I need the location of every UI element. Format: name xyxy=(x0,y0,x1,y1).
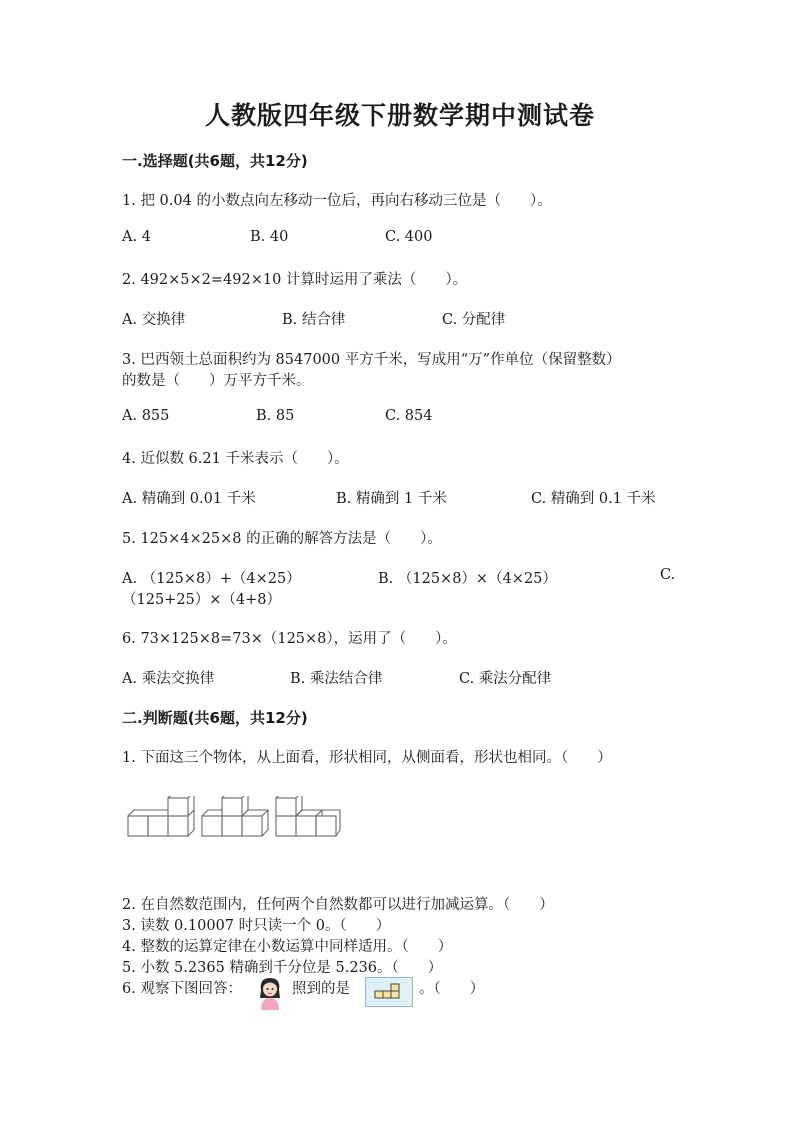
judgement-6-part3: 。（ ） xyxy=(419,981,485,997)
q3-option-c: C. 854 xyxy=(385,408,433,424)
question-5-stem: 5. 125×4×25×8 的正确的解答方法是（ ）。 xyxy=(122,531,442,547)
cube-object-3 xyxy=(276,796,340,836)
judgement-5: 5. 小数 5.2365 精确到千分位是 5.236。（ ） xyxy=(122,960,443,976)
judgement-6-part2: 照到的是 xyxy=(292,981,350,997)
question-1-stem: 1. 把 0.04 的小数点向左移动一位后，再向右移动三位是（ ）。 xyxy=(122,193,552,209)
q2-option-b: B. 结合律 xyxy=(282,312,346,328)
question-2-stem: 2. 492×5×2=492×10 计算时运用了乘法（ ）。 xyxy=(122,272,468,288)
judgement-2: 2. 在自然数范围内，任何两个自然数都可以进行加减运算。（ ） xyxy=(122,897,554,913)
q6-option-b: B. 乘法结合律 xyxy=(290,671,383,687)
q5-option-c: （125+25）×（4+8） xyxy=(122,592,282,608)
q1-option-a: A. 4 xyxy=(122,229,151,245)
q6-option-a: A. 乘法交换律 xyxy=(122,671,215,687)
page-title: 人教版四年级下册数学期中测试卷 xyxy=(204,101,595,130)
judgement-4: 4. 整数的运算定律在小数运算中同样适用。（ ） xyxy=(122,939,453,955)
q2-option-a: A. 交换律 xyxy=(122,312,186,328)
shape-view-image xyxy=(365,977,413,1007)
judgement-3: 3. 读数 0.10007 时只读一个 0。（ ） xyxy=(122,918,391,934)
q5-option-a: A. （125×8）+（4×25） xyxy=(122,571,301,587)
q3-option-a: A. 855 xyxy=(122,408,170,424)
cube-objects-figure xyxy=(126,796,342,850)
q1-option-b: B. 40 xyxy=(250,229,289,245)
cube-object-1 xyxy=(128,796,194,836)
section-heading-judgement: 二.判断题(共6题，共12分) xyxy=(122,709,308,727)
judgement-6-part1: 6. 观察下图回答： xyxy=(122,981,242,997)
judgement-1: 1. 下面这三个物体，从上面看，形状相同，从侧面看，形状也相同。（ ） xyxy=(122,750,612,766)
girl-illustration xyxy=(255,976,285,1010)
q6-option-c: C. 乘法分配律 xyxy=(459,671,552,687)
question-3-stem-line2: 的数是（ ）万平方千米。 xyxy=(122,373,311,389)
question-3-stem-line1: 3. 巴西领土总面积约为 8547000 平方千米，写成用“万”作单位（保留整数） xyxy=(122,352,621,368)
q5-option-c-label: C. xyxy=(660,567,676,583)
cube-object-2 xyxy=(202,796,268,836)
q1-option-c: C. 400 xyxy=(385,229,433,245)
q3-option-b: B. 85 xyxy=(256,408,295,424)
q5-option-b: B. （125×8）×（4×25） xyxy=(378,571,557,587)
q4-option-c: C. 精确到 0.1 千米 xyxy=(531,491,656,507)
question-6-stem: 6. 73×125×8=73×（125×8），运用了（ ）。 xyxy=(122,631,457,647)
section-heading-choice: 一.选择题(共6题，共12分) xyxy=(122,152,308,170)
question-4-stem: 4. 近似数 6.21 千米表示（ ）。 xyxy=(122,451,349,467)
q4-option-a: A. 精确到 0.01 千米 xyxy=(122,491,256,507)
q4-option-b: B. 精确到 1 千米 xyxy=(336,491,447,507)
q2-option-c: C. 分配律 xyxy=(442,312,506,328)
